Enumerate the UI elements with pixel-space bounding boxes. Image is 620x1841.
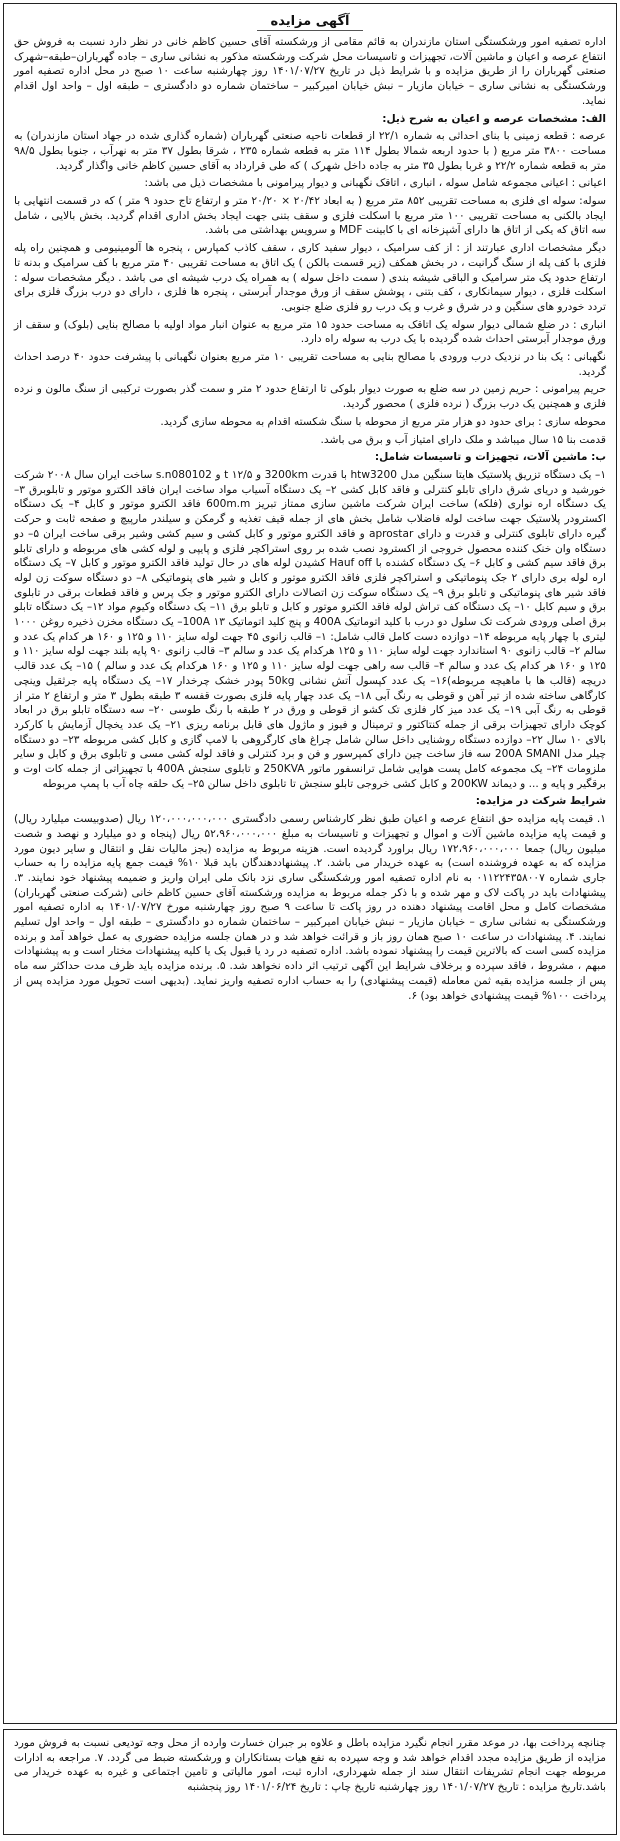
anbari-paragraph: انباری : در ضلع شمالی دیوار سوله یک اتاقک به مساحت حدود ۱۵ متر مربع به عنوان انبار مواد اولیه با مصالح بنایی (بلوک) و سقف از ورق موجدار آبرستی احداث شده گردیده با یک درب به سوله راه دارد. xyxy=(14,318,607,346)
notice-title: آگهی مزایده xyxy=(257,13,364,31)
arse-paragraph: عرصه : قطعه زمینی با بنای احداثی به شماره ۲۲/۱ از قطعات ناحیه صنعتی گهرباران (شماره گذاری شده در جهاد استان مازندران) به مساحت ۳۸۰۰ متر مربع ( با حدود اربعه شمالا بطول ۱۱۴ متر به قطعه شماره ۲۳۵ ، شرقا بطول ۳۷ متر به نهرآب ، جنوبا بطول ۹۸/۵ متر به قطعه شماره ۲۲/۲ و غربا بطول ۳۵ متر به جاده داخل شهرک ) که طی قرارداد به آقای حسین کاظم خانی واگذار گردید. xyxy=(14,130,606,172)
section-b-heading: ب: ماشین آلات، تجهیزات و تاسیسات شامل: xyxy=(374,451,606,464)
notice-body xyxy=(14,35,606,1003)
section-a-heading: الف: مشخصات عرصه و اعیان به شرح ذیل: xyxy=(382,112,606,125)
footer-paragraph: چنانچه پرداخت بها، در موعد مقرر انجام نگیرد مزایده باطل و علاوه بر جبران خسارت وارده از محل وجه تودیعی نسبت به فروش مورد مزایده از طریق مزایده مجدد اقدام خواهد شد و وجه سپرده به نفع هیات بستانکاران و ورشکسته ضبط می گردد. ۷. مراجعه به ادارات مربوطه جهت انجام تشریفات انتقال سند از جمله شهرداری، اداره ثبت، امور مالیاتی و تامین اجتماعی و غیره به عهده خریدار می باشد.تاریخ مزایده : تاریخ ۱۴۰۱/۰۷/۲۷ روز چهارشنبه تاریخ چاپ : تاریخ ۱۴۰۱/۰۶/۲۴ روز پنجشنبه xyxy=(14,1737,606,1794)
notice-footer-box xyxy=(3,1729,617,1835)
soleh-paragraph: سوله: سوله ای فلزی به مساحت تقریبی ۸۵۲ متر مربع ( به ابعاد ۲۰/۴۲ × ۲۰/۲۰ متر و ارتفاع تاج حدود ۹ متر ) که در قسمت انتهایی با ایجاد بالکنی به مساحت تقریبی ۱۰۰ متر مربع با اسکلت فلزی و سقف بتنی جهت ایجاد بخش اداری اقدام گردید. بخش بالایی ، شامل سه اتاق که یکی از اتاق ها دارای آشپزخانه ای با کابینت MDF و سرویس بهداشتی می باشد. xyxy=(14,195,606,237)
title-wrap xyxy=(14,10,606,31)
mohavateh-paragraph: محوطه سازی : برای حدود دو هزار متر مربع از محوطه با سنگ شکسته اقدام به محوطه سازی گردید. xyxy=(160,415,606,428)
negahbani-paragraph: نگهبانی : یک بنا در نزدیک درب ورودی با مصالح بنایی به مساحت تقریبی ۱۰ متر مربع بعنوان نگهبانی با پیشرفت حدود ۴۰ درصد احداث گردید. xyxy=(14,351,606,378)
edari-paragraph: دیگر مشخصات اداری عبارتند از : از کف سرامیک ، دیوار سفید کاری ، سقف کاذب کمپارس ، پنجره ها آلومینیومی و همچنین راه پله فلزی با کف پله از سنگ گرانیت ، در بخش همکف (زیر قسمت بالکن ) یک اتاق به مساحت تقریبی ۴۰ متر مربع با کف سرامیک و بدنه تا ارتفاع حدود یک متر سرامیک و الباقی شیشه بندی ( سمت داخل سوله ) به همراه یک درب شیشه ای می باشد . دیگر مشخصات سوله : اسکلت فلزی ، دیوار سیمانکاری ، کف بتنی ، پوشش سقف از ورق موجدار آبرستی ، پنجره ها فلزی ، دارای دو درب بزرگ فلزی برای تردد خودرو های سنگین و در شرق و غرب و یک درب رو فلزی ضلع جنوبی. xyxy=(14,242,606,313)
conditions-paragraph: ۱. قیمت پایه مزایده حق انتفاع عرصه و اعیان طبق نظر کارشناس رسمی دادگستری ۱۲۰،۰۰۰،۰۰۰،۰۰۰ ریال (صدوبیست میلیارد ریال) و قیمت پایه مزایده ماشین آلات و اموال و تجهیزات و تاسیسات به مبلغ ۵۲،۹۶۰،۰۰۰،۰۰۰ ریال (پنجاه و دو میلیارد و نهصد و شصت میلیون ریال) جمعا ۱۷۲،۹۶۰،۰۰۰،۰۰۰ ریال براورد گردیده است. هزینه مربوط به مزایده (بجز مالیات نقل و انتقال و سایر دیون مورد مزایده که به عهده فروشنده است) به عهده خریدار می باشد. ۲. پیشنهاددهندگان باید قبلا ۱۰% قیمت جمع پایه مزایده را به حساب جاری شماره ۰۱۱۲۲۴۳۵۸۰۰۷ به نام اداره تصفیه امور ورشکستگی ساری نزد بانک ملی ایران واریز و ضمیمه پیشنهاد خود نمایند. ۳. پیشنهادات باید در پاکت لاک و مهر شده و با ذکر جمله مربوط به مزایده ورشکسته آقای حسین کاظم خانی (شرکت صنعتی گهرباران) مشخصات کامل و محل اقامت پیشنهاد دهنده در روز پاکت تا ساعت ۹ صبح روز چهارشنبه مورخ ۱۴۰۱/۰۷/۲۷ به اداره تصفیه امور ورشکستگی به نشانی ساری – خیابان مازیار – نبش خیابان امیرکبیر – ساختمان شماره دو دادگستری – طبقه اول – واحد اول تسلیم نمایند. ۴. پیشنهادات در ساعت ۱۰ صبح همان روز باز و قرائت خواهد شد و در همان جلسه مزایده حضوری به عمل خواهد آمد و برنده مزایده کسی است که بالاترین قیمت را پیشنهاد نموده باشد. اداره تصفیه در رد یا قبول یک یا کلیه پیشنهادات مختار است و به پیشنهادات مبهم ، مشروط ، فاقد سپرده و برخلاف شرایط این آگهی ترتیب اثر داده نخواهد شد. ۵. برنده مزایده باید ظرف مدت حداکثر سه ماه پس از جلسه مزایده بقیه ثمن معامله (قیمت پیشنهادی) را به حساب اداره تصفیه واریز نماید. (بدیهی است تحویل مورد مزایده پس از پرداخت ۱۰۰% قیمت پیشنهادی خواهد بود) ۶. xyxy=(14,813,607,1002)
notice-main-box xyxy=(3,3,617,1724)
machines-paragraph: ۱– یک دستگاه تزریق پلاستیک هایتا سنگین مدل htw3200 با قدرت 3200km و ۱۲/۵ t و s.n080102 ساخت ایران سال ۲۰۰۸ شرکت خورشید و دریای شرق دارای تابلو کنترلی و فاقد کابل کشی ۲– یک دستگاه آسیاب مواد ساخت ایران فاقد الکترو موتور و تابلوبرق ۳– یک دستگاه اره نواری (فلکه) ساخت ایران شرکت ماشین سازی ممتاز تبریز 600m.m فاقد الکترو موتور و کابل ۴– یک دستگاه اکسترودر پلاستیک جهت ساخت لوله فاضلاب شامل بخش های از جمله قیف تغذیه و گرمکن و سیلندر مارپیچ و صفحه ثابت و حرکت گیره دارای تابلوی کنترلی و قدرت و دارای aprostar و فاقد الکترو موتور و کابل کشی و سیم کشی وشیر برقی ساخت ایران ۵– دو دستگاه وان خنک کننده محصول خروجی از اکسترود نصب شده بر روی استراکچر فلزی و پایپی و لوله کشی های مربوطه و دارای تابلو برق فاقد سیم کشی و کابل ۶– یک دستگاه کشنده با Hauf off کشیدن لوله های در حال تولید فاقد الکترو موتور و کابل ۷– یک دستگاه اره لوله بری دارای ۲ جک پنوماتیکی و استراکچر فلزی فاقد الکترو موتور و کابل و شیر های پنوماتیکی ۸– دو دستگاه سوکت زن لوله فاقد شیر های پنوماتیکی و تابلو برق ۹– یک دستگاه سوکت زن اتصالات دارای الکترو موتور و جک پرس و فاقد قطعات برقی در تابلوی برق و سیم کابل ۱۰– یک دستگاه کف تراش لوله فاقد الکترو موتور و کابل و تابلو برق ۱۱– یک دستگاه وکیوم مواد ۱۲– یک دستگاه تابلو برق اصلی ورودی شرکت تک سلول دو درب با کلید اتوماتیک 400A و پنج کلید اتوماتیک 100A ۱۳– یک دستگاه مخزن ذخیره روغن ۱۰۰۰ لیتری با چهار پایه مربوطه ۱۴– دوازده دست کامل قالب شامل: ۱– قالب زانوی ۴۵ جهت لوله سایز ۱۱۰ و ۱۲۵ و ۱۶۰ هر کدام یک عدد و سالم ۲– قالب زانوی ۹۰ استاندارد جهت لوله سایز ۱۱۰ و ۱۲۵ هرکدام یک عدد و سالم ۳– قالب زانوی ۹۰ پایه بلند جهت لوله سایز ۱۱۰ و ۱۲۵ و ۱۶۰ هر کدام یک عدد و سالم ۴– قالب سه راهی جهت لوله سایز ۱۱۰ و ۱۲۵ و ۱۶۰ هرکدام یک عدد و سالم ) ۱۵– یک عدد قالب دریچه (قالب ها با ماهیچه مربوطه)۱۶– یک عدد کپسول آتش نشانی 50kg پودر خشک چرخدار ۱۷– یک دستگاه پایه جرثقیل وینچی کارگاهی ساخته شده از تیر آهن و قوطی به رنگ آبی ۱۸– یک عدد چهار پایه فلزی بصورت قفسه ۳ طبقه بطول ۳ متر و ارتفاع ۲ متر از قوطی به رنگ آبی ۱۹– یک عدد میز کار فلزی تک کشو از قوطی و ورق در ۲ طبقه با رنگ طوسی ۲۰– سه دستگاه تابلو برق در ابعاد کوچک دارای تجهیزات برقی از جمله کنتاکتور و ترمینال و فیوز و ماژول های قابل برنامه ریزی ۲۱– یک عدد یخچال آزمایش با کارکرد بالای ۱۰ سال ۲۲– دوازده دستگاه روشنایی داخل سالن شامل چراغ های کارگروهی با لامپ گازی و کابل کشی مربوطه ۲۳– دو دستگاه چیلر مدل 200A SMANI سه فاز ساخت چین دارای کمپرسور و فن و برد کنترلی و فاقد لوله کشی مسی و تابلوی برق و کابل و سایر ملزومات ۲۴– یک مجموعه کامل پست هوایی شامل ترانسفور ماتور 250KVA و تابلوی سنجش 400A با تجهیزاتی از جمله کات اوت و برقگیر و پایه و ... و دیماند 200KW و کابل کشی خروجی تابلو سنجش تا تابلوی داخل سالن ۲۵– یک حلقه چاه آب با پمپ مربوطه xyxy=(14,468,607,790)
intro-paragraph: اداره تصفیه امور ورشکستگی استان مازندران به قائم مقامی از ورشکسته آقای حسین کاظم خانی در نظر دارد نسبت به فروش حق انتفاع عرصه و اعیان و ماشین آلات، تجهیزات و تاسیسات محل شرکت ورشکسته مذکور به نشانی ساری – جاده گهرباران–طبقه–شهرک صنعتی گهرباران را از طریق مزایده و با شرایط ذیل در تاریخ ۱۴۰۱/۰۷/۲۷ روز چهارشنبه ساعت ۱۰ صبح در محل اداره تصفیه امور ورشکستگی به نشانی ساری – خیابان مازیار – نبش خیابان امیرکبیر – ساختمان شماره دو دادگستری – طبقه اول – واحد اول اقدام نماید. xyxy=(14,36,607,107)
ayani-paragraph: اعیانی : اعیانی مجموعه شامل سوله ، انباری ، اتاقک نگهبانی و دیوار پیرامونی با مشخصات ذیل می باشد: xyxy=(144,177,606,190)
ghedmat-paragraph: قدمت بنا ۱۵ سال میباشد و ملک دارای امتیاز آب و برق می باشد. xyxy=(320,433,606,446)
conditions-heading: شرایط شرکت در مزایده: xyxy=(475,795,606,808)
harim-paragraph: حریم پیرامونی : حریم زمین در سه ضلع به صورت دیوار بلوکی تا ارتفاع حدود ۲ متر و سمت گذر بصورت ترکیبی از سنگ مالون و نرده فلزی و همچنین یک درب بزرگ ( نرده فلزی ) محصور گردید. xyxy=(14,383,606,411)
